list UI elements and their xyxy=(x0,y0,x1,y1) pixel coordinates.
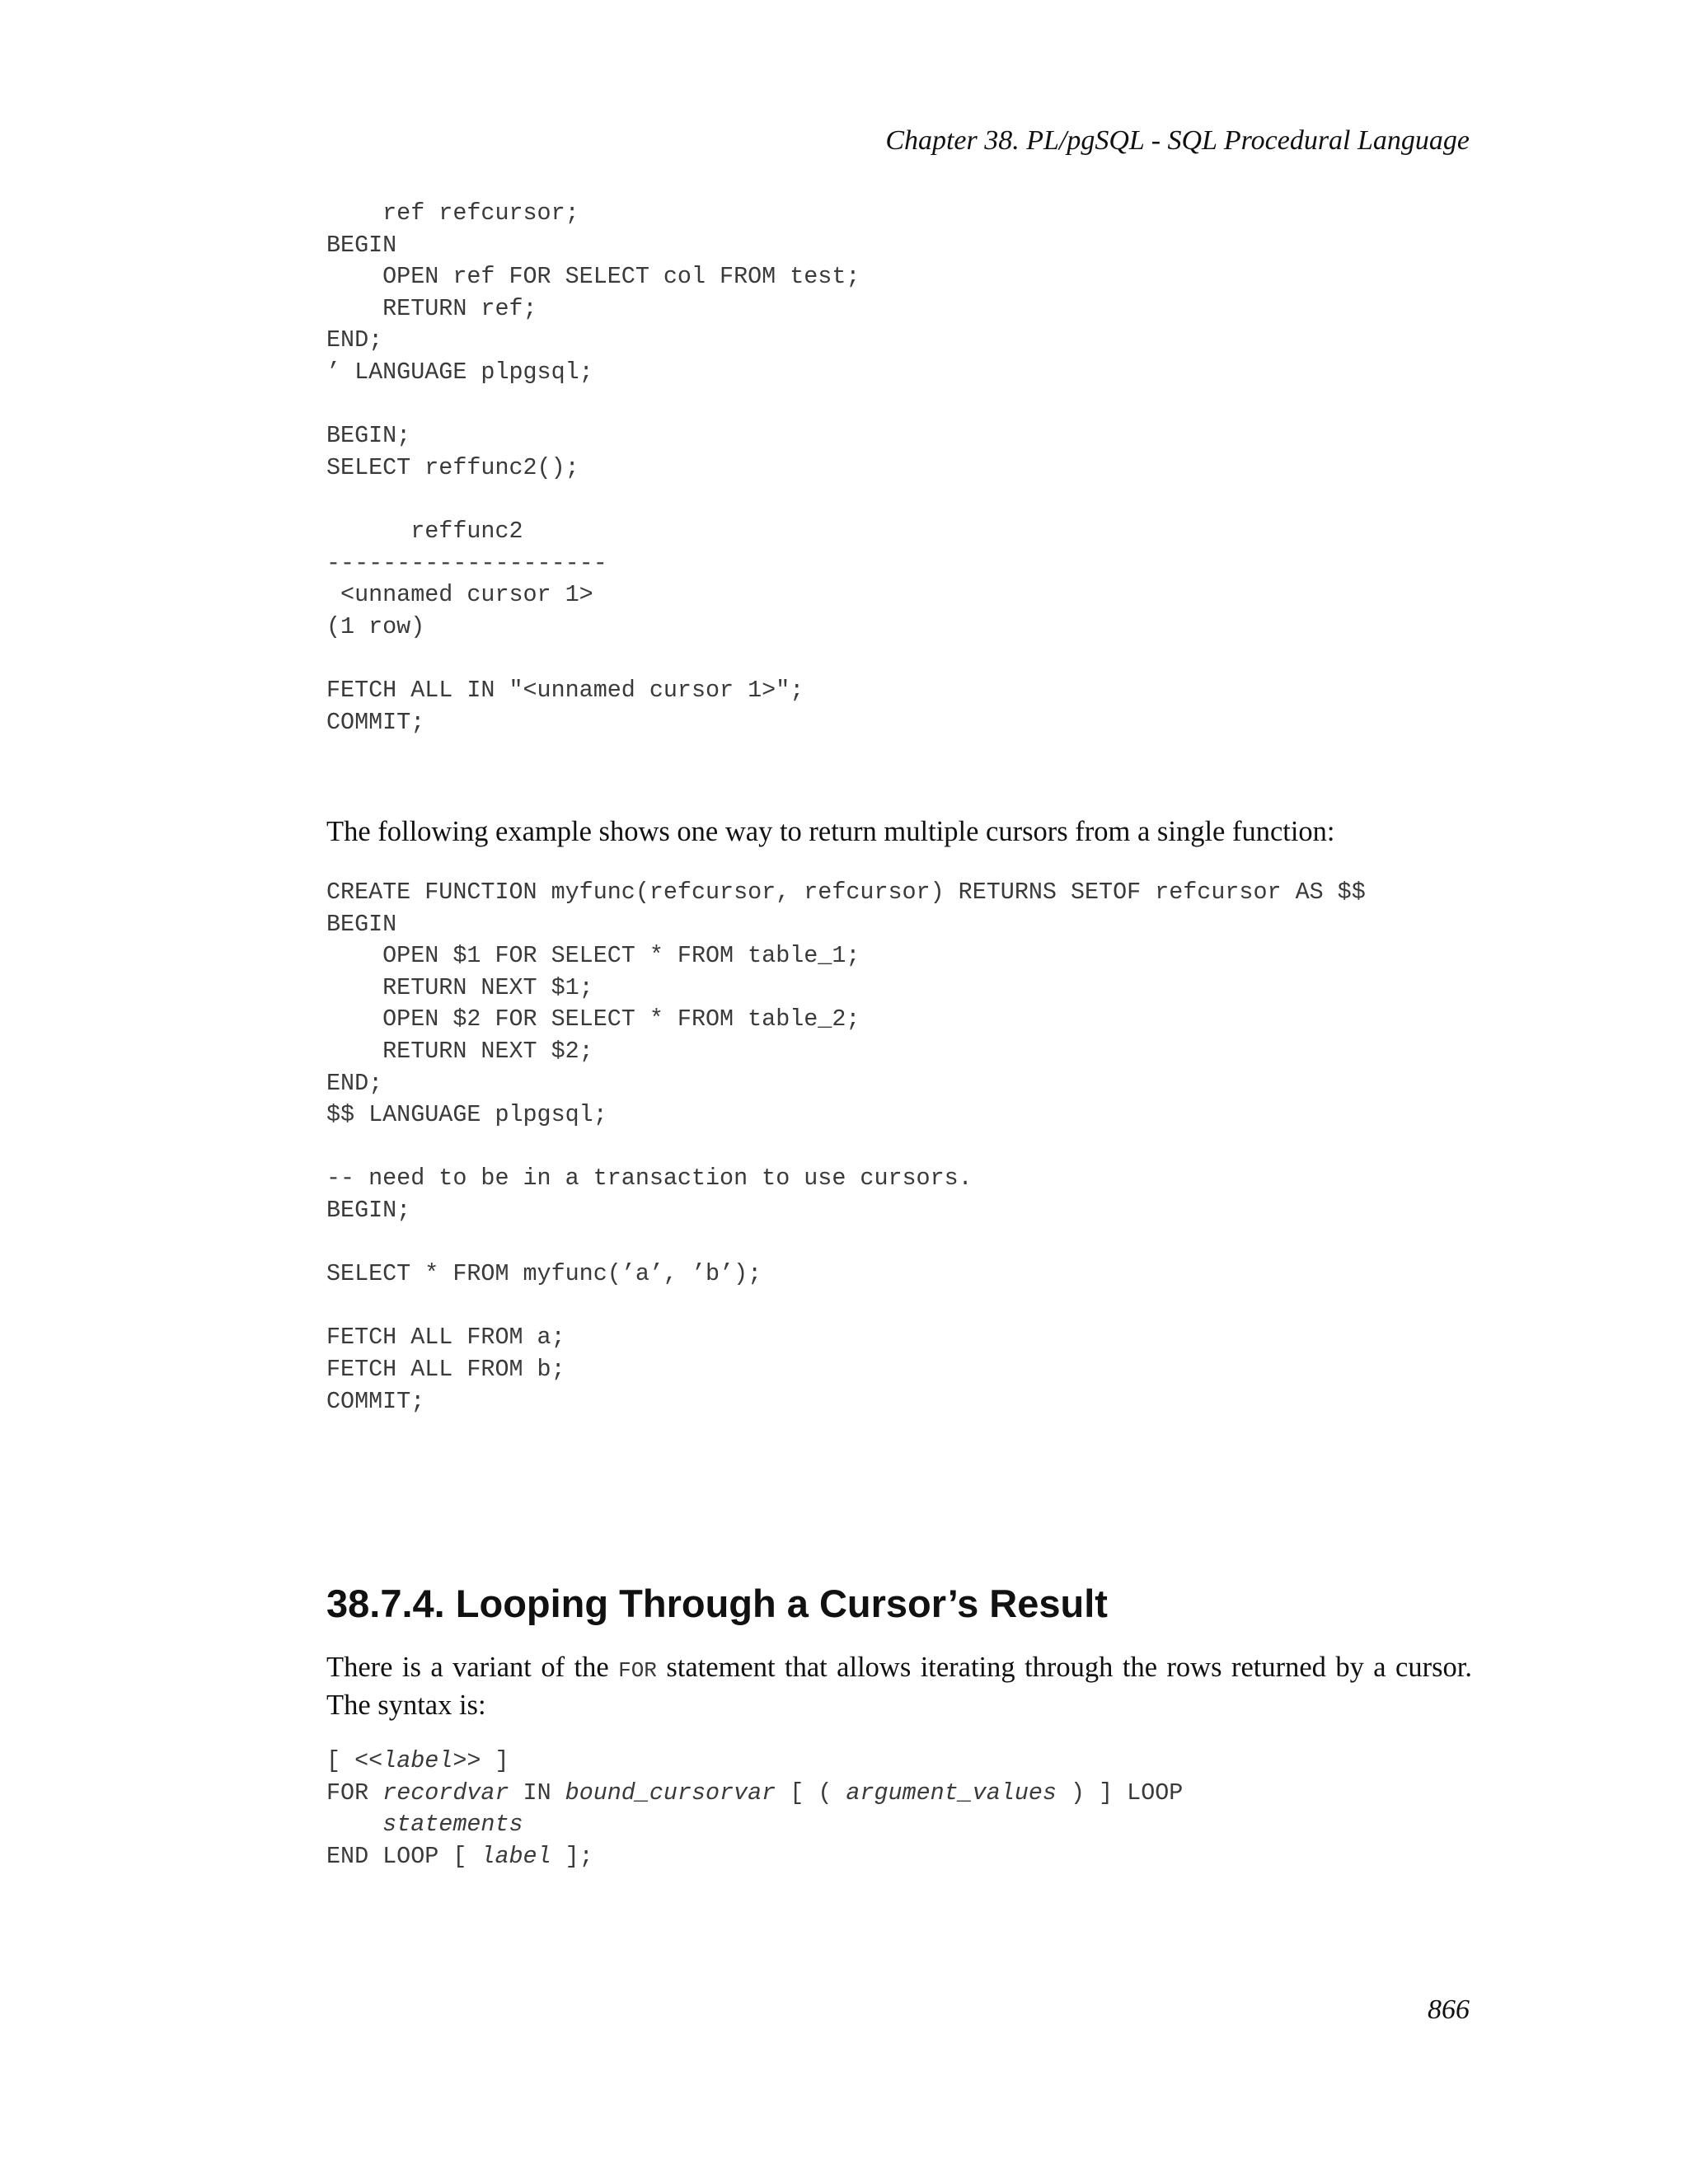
syntax-line-1: [ <<label>> ] xyxy=(326,1747,509,1774)
paragraph-for-variant xyxy=(326,1650,1472,1722)
page-number: 866 xyxy=(1428,1994,1470,2025)
inline-code-for: FOR xyxy=(618,1658,657,1683)
section-heading: 38.7.4. Looping Through a Cursor’s Result xyxy=(326,1582,1108,1625)
code-block-reffunc2: ref refcursor; BEGIN OPEN ref FOR SELECT col FROM test; RETURN ref; END; ’ LANGUAGE plpgsql; BEGIN; SELECT reffunc2(); reffunc2 -------------------- <unnamed cursor 1> (1 row) FETCH ALL IN "<unnamed cursor 1>"; COMMIT; xyxy=(326,199,860,736)
syntax-bound-cursorvar-placeholder: bound_cursorvar xyxy=(565,1779,776,1807)
running-header: Chapter 38. PL/pgSQL - SQL Procedural Language xyxy=(885,125,1470,156)
syntax-end-label-placeholder: label xyxy=(481,1842,551,1870)
syntax-block xyxy=(326,1746,1183,1872)
code-block-myfunc: CREATE FUNCTION myfunc(refcursor, refcursor) RETURNS SETOF refcursor AS $$ BEGIN OPEN $1 FOR SELECT * FROM table_1; RETURN NEXT $1; OPEN $2 FOR SELECT * FROM table_2; RETURN NEXT $2; END; $$ LANGUAGE plpgsql; -- need to be in a transaction to use cursors. BEGIN; SELECT * FROM myfunc(’a’, ’b’); FETCH ALL FROM a; FETCH ALL FROM b; COMMIT; xyxy=(326,879,1366,1415)
paragraph-multiple-cursors: The following example shows one way to return multiple cursors from a single function: xyxy=(326,816,1335,847)
syntax-argument-values-placeholder: argument_values xyxy=(846,1779,1057,1807)
syntax-line-2: FOR recordvar IN bound_cursorvar [ ( argument_values ) ] LOOP xyxy=(326,1779,1184,1807)
syntax-recordvar-placeholder: recordvar xyxy=(382,1779,509,1807)
syntax-statements-placeholder: statements xyxy=(382,1811,523,1839)
syntax-line-4: END LOOP [ label ]; xyxy=(326,1842,593,1870)
intro-text-before: There is a variant of the xyxy=(326,1652,619,1683)
intro-text-after: statement that allows iterating through the rows returned by a cursor. The syntax is: xyxy=(326,1652,1472,1721)
syntax-label-placeholder: label xyxy=(382,1747,453,1774)
syntax-line-3 xyxy=(326,1811,523,1838)
